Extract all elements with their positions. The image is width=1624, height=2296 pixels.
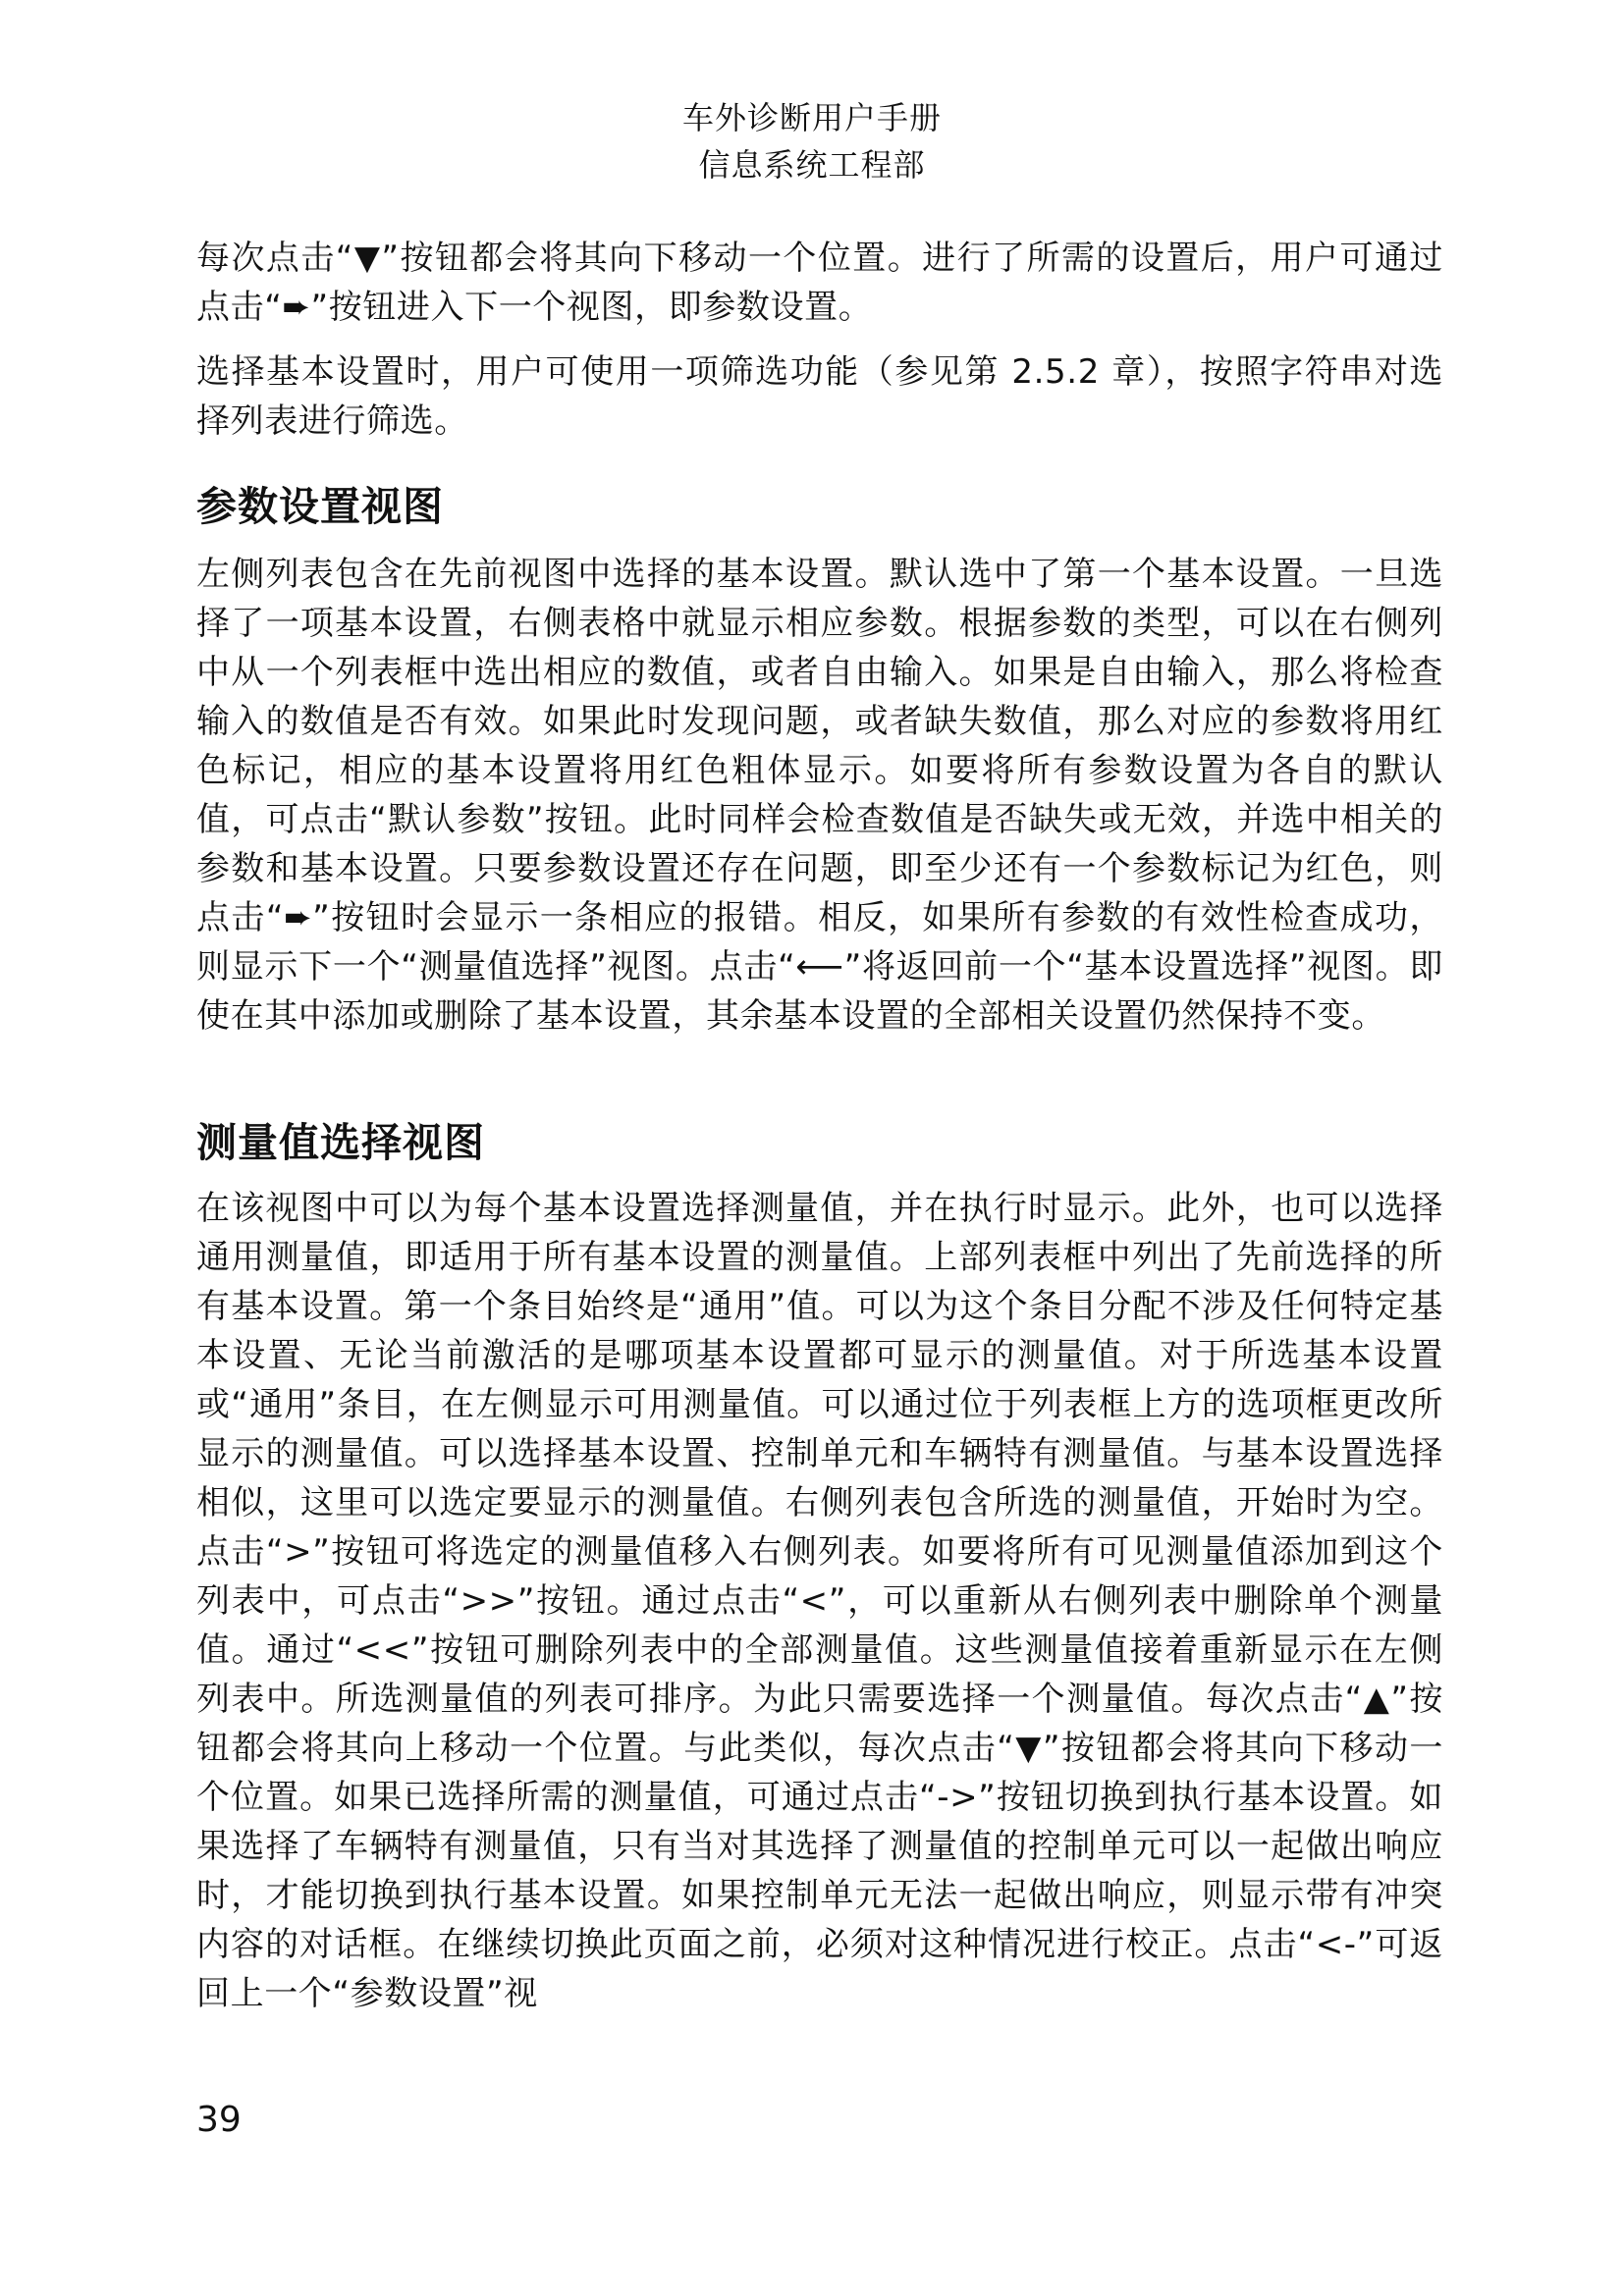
header-title: 车外诊断用户手册	[681, 99, 942, 136]
paragraph-block-2	[196, 347, 1443, 446]
paragraph-filter: 选择基本设置时，用户可使用一项筛选功能（参见第 2.5.2 章），按照字符串对选择列表进行筛选。	[196, 352, 1443, 441]
paragraph-block-4	[196, 1184, 1443, 2018]
paragraph-measurement-selection: 在该视图中可以为每个基本设置选择测量值，并在执行时显示。此外，也可以选择通用测量值，即适用于所有基本设置的测量值。上部列表框中列出了先前选择的所有基本设置。第一个条目始终是“通用”值。可以为这个条目分配不涉及任何特定基本设置、无论当前激活的是哪项基本设置都可显示的测量值。对于所选基本设置或“通用”条目，在左侧显示可用测量值。可以通过位于列表框上方的选项框更改所显示的测量值。可以选择基本设置、控制单元和车辆特有测量值。与基本设置选择相似，这里可以选定要显示的测量值。右侧列表包含所选的测量值，开始时为空。点击“>”按钮可将选定的测量值移入右侧列表。如要将所有可见测量值添加到这个列表中，可点击“>>”按钮。通过点击“<”，可以重新从右侧列表中删除单个测量值。通过“<<”按钮可删除列表中的全部测量值。这些测量值接着重新显示在左侧列表中。所选测量值的列表可排序。为此只需要选择一个测量值。每次点击“▲”按钮都会将其向上移动一个位置。与此类似，每次点击“▼”按钮都会将其向下移动一个位置。如果已选择所需的测量值，可通过点击“->”按钮切换到执行基本设置。如果选择了车辆特有测量值，只有当对其选择了测量值的控制单元可以一起做出响应时，才能切换到执行基本设置。如果控制单元无法一起做出响应，则显示带有冲突内容的对话框。在继续切换此页面之前，必须对这种情况进行校正。点击“<-”可返回上一个“参数设置”视	[196, 1189, 1443, 2013]
paragraph-move-down: 每次点击“▼”按钮都会将其向下移动一个位置。进行了所需的设置后，用户可通过点击“➨”按钮进入下一个视图，即参数设置。	[196, 239, 1443, 327]
section-heading-parameter-settings: 参数设置视图	[196, 483, 444, 530]
page-number: 39	[196, 2100, 242, 2140]
section-heading-measurement-selection: 测量值选择视图	[196, 1119, 485, 1166]
running-header	[0, 94, 1624, 188]
paragraph-parameter-settings: 左侧列表包含在先前视图中选择的基本设置。默认选中了第一个基本设置。一旦选择了一项基本设置，右侧表格中就显示相应参数。根据参数的类型，可以在右侧列中从一个列表框中选出相应的数值，或者自由输入。如果是自由输入，那么将检查输入的数值是否有效。如果此时发现问题，或者缺失数值，那么对应的参数将用红色标记，相应的基本设置将用红色粗体显示。如要将所有参数设置为各自的默认值，可点击“默认参数”按钮。此时同样会检查数值是否缺失或无效，并选中相关的参数和基本设置。只要参数设置还存在问题，即至少还有一个参数标记为红色，则点击“➨”按钮时会显示一条相应的报错。相反，如果所有参数的有效性检查成功，则显示下一个“测量值选择”视图。点击“⟵”将返回前一个“基本设置选择”视图。即使在其中添加或删除了基本设置，其余基本设置的全部相关设置仍然保持不变。	[196, 555, 1443, 1036]
paragraph-block-3	[196, 550, 1443, 1041]
section-parameter-settings-heading-wrap	[196, 479, 1443, 534]
header-department: 信息系统工程部	[698, 146, 926, 184]
paragraph-block-1	[196, 234, 1443, 332]
section-measurement-heading-wrap	[196, 1115, 1443, 1170]
